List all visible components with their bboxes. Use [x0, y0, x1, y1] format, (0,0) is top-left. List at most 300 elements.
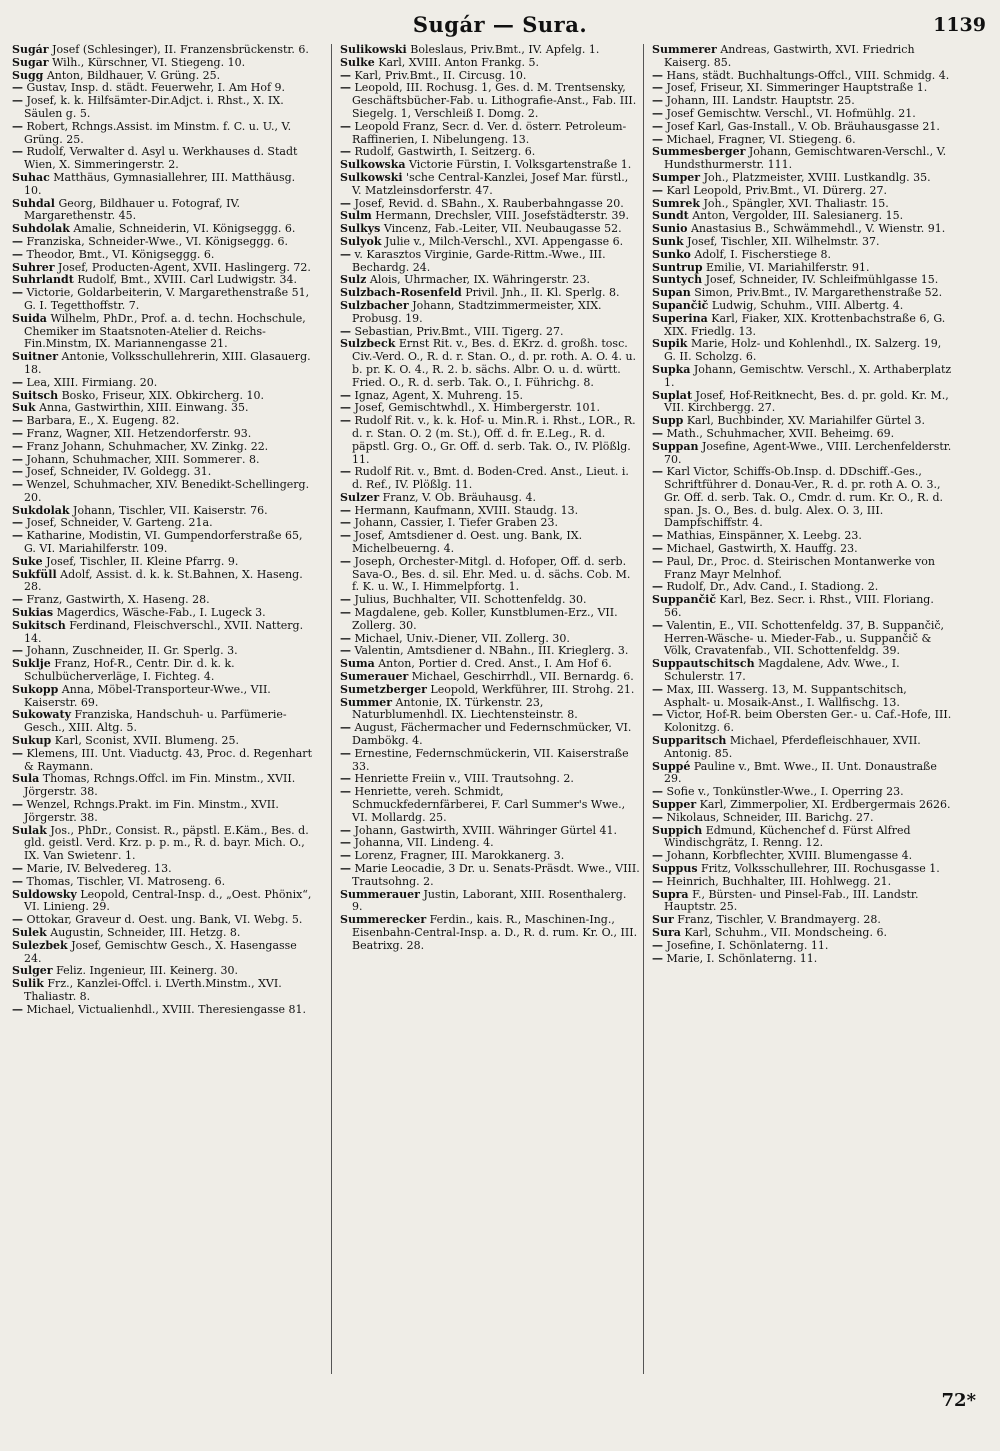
entry-name: Sumrek: [652, 196, 700, 210]
entry-text: Josef Gemischtw. Verschl., VI. Hofmühlg. 21.: [666, 106, 916, 120]
entry-text: Andreas, Gastwirth, XVI. Friedrich Kaiserg. 85.: [664, 44, 915, 69]
entry-text: Karl, Bez. Secr. i. Rhst., VIII. Floriang. 56.: [664, 593, 934, 620]
entry-text: Adolf, Assist. d. k. k. St.Bahnen, X. Haseng. 28.: [24, 567, 303, 594]
directory-entry: [652, 684, 952, 710]
entry-name: —: [12, 145, 23, 159]
entry-name: Summer: [340, 695, 393, 709]
entry-name: —: [340, 145, 351, 159]
entry-text: Wilhelm, PhDr., Prof. a. d. techn. Hochschule, Chemiker im Staatsnoten-Atelier d. Reichs-Fin.Minstm, IX. Mariannengasse 21.: [24, 311, 306, 351]
entry-name: —: [12, 516, 23, 530]
entry-text: Antonie, IX. Türkenstr. 23, Naturblumenhdl. IX. Liechtensteinstr. 8.: [352, 695, 578, 722]
entry-text: Anastasius B., Schwämmehdl., V. Wienstr. 91.: [690, 222, 946, 236]
entry-text: Josef, Gemischtw Gesch., X. Hasengasse 24.: [24, 938, 297, 965]
entry-text: Johann, Gemischtwaren-Verschl., V. Hundsthurmerstr. 111.: [664, 145, 947, 172]
entry-text: Marie Leocadie, 3 Dr. u. Senats-Präsdt. Wwe., VIII. Trautsohng. 2.: [352, 862, 640, 888]
entry-text: Johann, Zuschneider, II. Gr. Sperlg. 3.: [26, 644, 238, 658]
directory-entry: [652, 556, 952, 582]
entry-text: Karl Victor, Schiffs-Ob.Insp. d. DDschiff.-Ges., Schriftführer d. Donau-Ver., R. d. pr. roth A. O. 3., Gr. Off. d. serb. Tak. O., Cmdr. d. rum. Kr. O., R. d. span. Js. O., Bes. d. bulg. Alex. O. 3, III. Dampfschiffstr. 4.: [664, 465, 943, 530]
entry-text: Bosko, Friseur, XIX. Obkircherg. 10.: [61, 388, 264, 402]
directory-entry: [12, 684, 312, 710]
entry-text: Franz Johann, Schuhmacher, XV. Zinkg. 22.: [26, 439, 269, 453]
entry-name: Sulezbek: [12, 938, 68, 952]
entry-name: Sukias: [12, 606, 54, 620]
entry-text: Josef, Tischler, XII. Wilhelmstr. 37.: [687, 234, 880, 248]
entry-text: Sebastian, Priv.Bmt., VIII. Tigerg. 27.: [354, 324, 564, 338]
entry-name: —: [340, 593, 351, 607]
entry-name: —: [652, 106, 663, 120]
entry-name: Sulkys: [340, 222, 381, 236]
entry-name: —: [652, 849, 663, 863]
entry-text: Paul, Dr., Proc. d. Steirischen Montanwerke von Franz Mayr Melnhof.: [664, 554, 935, 581]
directory-entry: [652, 466, 952, 530]
entry-text: Josef, Gemischtwhdl., X. Himbergerstr. 101.: [354, 401, 601, 415]
directory-entry: [12, 620, 312, 646]
entry-text: Emilie, VI. Mariahilferstr. 91.: [706, 260, 870, 274]
directory-entry: [652, 620, 952, 658]
directory-entry: [652, 761, 952, 787]
entry-text: Ferdinand, Fleischverschl., XVII. Natterg. 14.: [24, 618, 304, 645]
entry-name: —: [340, 68, 351, 82]
entry-text: Johann, Schuhmacher, XIII. Sommerег. 8.: [26, 452, 260, 466]
entry-text: Leopold Franz, Secr. d. Ver. d. österr. Petroleum-Raffinerien, I. Nibelungeng. 13.: [352, 119, 627, 146]
entry-name: —: [652, 465, 663, 479]
entry-name: —: [12, 1002, 23, 1016]
entry-text: Johann, Tischler, VII. Kaiserstr. 76.: [73, 503, 268, 517]
entry-text: Magdalene, geb. Koller, Kunstblumen-Erz., VII. Zollerg. 30.: [352, 606, 618, 632]
entry-text: Karl, Buchbinder, XV. Mariahilfer Gürtel 3.: [686, 414, 926, 428]
entry-name: Sumetzberger: [340, 682, 427, 696]
entry-name: —: [340, 81, 351, 95]
entry-text: Matthäus, Gymnasiallehrer, III. Matthäusg. 10.: [24, 170, 296, 197]
entry-text: Justin, Laborant, XIII. Rosenthalerg. 9.: [352, 887, 627, 914]
directory-entry: [652, 44, 952, 70]
entry-name: —: [340, 529, 351, 543]
entry-text: August, Fächermacher und Federnschmücker, VI. Dambökg. 4.: [352, 721, 632, 748]
entry-text: Ottokar, Graveur d. Oest. ung. Bank, VI. Webg. 5.: [26, 913, 303, 927]
entry-text: Theodor, Bmt., VI. Königseggg. 6.: [26, 247, 215, 261]
entry-text: Robert, Rchngs.Assist. im Minstm. f. C. u. U., V. Grüng. 25.: [24, 119, 292, 146]
entry-name: Sunio: [652, 222, 688, 236]
directory-entry: [340, 415, 640, 466]
entry-name: —: [652, 554, 663, 568]
entry-name: Sukup: [12, 734, 52, 748]
entry-text: Karl, Schuhm., VII. Mondscheing. 6.: [684, 925, 887, 939]
entry-name: —: [340, 119, 351, 133]
entry-name: —: [340, 823, 351, 837]
directory-entry: [12, 658, 312, 684]
directory-entry: [340, 556, 640, 594]
entry-text: Anton, Vergolder, III. Salesianerg. 15.: [692, 209, 904, 223]
entry-name: Suitner: [12, 350, 58, 364]
entry-name: —: [12, 247, 23, 261]
entry-name: Sukowaty: [12, 708, 71, 722]
entry-text: Johann, Gemischtw. Verschl., X. Arthaberplatz 1.: [664, 362, 952, 389]
entry-text: Ignaz, Agent, X. Muhreng. 15.: [354, 388, 523, 402]
entry-text: Josef (Schlesinger), II. Franzensbrückenstr. 6.: [52, 44, 309, 56]
entry-text: Henriette Freiin v., VIII. Trautsohng. 2.: [354, 772, 574, 786]
entry-name: Sumerauer: [340, 670, 409, 684]
entry-name: Sulyok: [340, 234, 382, 248]
entry-text: Privil. Jnh., II. Kl. Sperlg. 8.: [465, 286, 620, 300]
directory-entry: [12, 530, 312, 556]
entry-text: Max, III. Wasserg. 13, M. Suppantschitsch, Asphalt- u. Mosaik-Anst., I. Wallfischg. 13.: [664, 682, 907, 709]
entry-name: Sumper: [652, 170, 701, 184]
entry-text: Math., Schuhmacher, XVII. Beheimg. 69.: [666, 426, 895, 440]
entry-text: Karl, Sconist, XVII. Blumeng. 25.: [54, 734, 239, 748]
entry-name: —: [340, 554, 351, 568]
entry-name: Suke: [12, 554, 43, 568]
entry-text: Josefine, I. Schönlaterng. 11.: [666, 938, 829, 952]
entry-name: Sulkowska: [340, 158, 406, 172]
entry-name: Sura: [652, 925, 681, 939]
directory-entry: [340, 249, 640, 275]
entry-text: Johanna, VII. Lindeng. 4.: [354, 836, 494, 850]
entry-name: —: [12, 439, 23, 453]
entry-text: Michael, Fragner, VI. Stiegeng. 6.: [666, 132, 856, 146]
entry-text: Julie v., Milch-Verschl., XVI. Appengasse 6.: [384, 234, 624, 248]
entry-text: v. Karasztos Virginie, Garde-Rittm.-Wwe., III. Bechardg. 24.: [352, 247, 606, 274]
entry-text: Feliz. Ingenieur, III. Keinerg. 30.: [56, 964, 239, 978]
entry-text: Edmund, Küchenchef d. Fürst Alfred Windischgrätz, I. Renng. 12.: [664, 823, 911, 850]
entry-text: Frz., Kanzlei-Offcl. i. LVerth.Minstm., XVI. Thaliastr. 8.: [24, 977, 282, 1003]
entry-name: —: [652, 68, 663, 82]
entry-name: —: [340, 862, 351, 875]
entry-text: Rudolf, Bmt., XVIII. Carl Ludwigstr. 34.: [77, 273, 298, 287]
entry-text: Thomas, Rchngs.Offcl. im Fin. Minstm., XVII. Jörgerstr. 38.: [24, 772, 296, 799]
entry-text: Simon, Priv.Bmt., IV. Margarethenstraße 52.: [694, 286, 943, 300]
directory-entry: [12, 146, 312, 172]
entry-text: Mathias, Einspänner, X. Leebg. 23.: [666, 529, 862, 543]
directory-entry: [652, 735, 952, 761]
entry-text: Johann, Cassier, I. Tiefer Graben 23.: [354, 516, 558, 530]
entry-name: —: [12, 426, 23, 440]
entry-name: —: [340, 324, 351, 338]
directory-entry: [340, 300, 640, 326]
entry-text: Anton, Portier d. Cred. Anst., I. Am Hof 6.: [378, 657, 612, 671]
entry-name: —: [652, 81, 663, 95]
entry-text: Franz, V. Ob. Bräuhausg. 4.: [382, 490, 536, 504]
entry-text: Karl, XVIII. Anton Frankg. 5.: [378, 55, 539, 69]
entry-text: Wenzel, Schuhmacher, XIV. Benedikt-Schellingerg. 20.: [24, 478, 310, 504]
entry-text: Rudolf, Dr., Adv. Cand., I. Stadiong. 2.: [666, 580, 879, 594]
entry-text: Josefine, Agent-Wwe., VIII. Lerchenfelderstr. 70.: [664, 439, 952, 466]
directory-entry: [652, 313, 952, 339]
entry-name: —: [652, 785, 663, 799]
entry-name: Suppus: [652, 862, 698, 875]
entry-text: Ernestine, Federnschmückerin, VII. Kaiserstraße 33.: [352, 746, 629, 773]
entry-name: Supka: [652, 362, 691, 376]
entry-name: —: [12, 862, 23, 875]
entry-text: Leopold, Werkführer, III. Strohg. 21.: [430, 682, 635, 696]
entry-text: Georg, Bildhauer u. Fotograf, IV. Margarethenstr. 45.: [24, 196, 240, 223]
entry-name: Supp: [652, 414, 684, 428]
entry-name: Sulz: [340, 273, 367, 287]
entry-name: Superina: [652, 311, 708, 325]
entry-name: —: [12, 746, 23, 760]
entry-name: Sunko: [652, 247, 691, 261]
entry-text: Joh., Spängler, XVI. Thaliastr. 15.: [703, 196, 889, 210]
entry-text: Katharine, Modistin, VI. Gumpendorferstraße 65, G. VI. Mariahilferstr. 109.: [24, 529, 303, 556]
entry-text: Josef, Schneider, IV. Goldegg. 31.: [26, 465, 212, 479]
directory-entry: [12, 95, 312, 121]
entry-text: Josef, Friseur, XI. Simmeringer Hauptstraße 1.: [666, 81, 928, 95]
entry-name: Suma: [340, 657, 375, 671]
entry-text: Wenzel, Rchngs.Prakt. im Fin. Minstm., XVII. Jörgerstr. 38.: [24, 798, 279, 824]
entry-text: Karl, Fiaker, XIX. Krottenbachstraße 6, G. XIX. Friedlg. 13.: [664, 311, 946, 338]
entry-text: Adolf, I. Fischerstiege 8.: [694, 247, 831, 261]
directory-entry: [652, 709, 952, 735]
entry-text: Amalie, Schneiderin, VI. Königseggg. 6.: [73, 222, 296, 236]
entry-text: Franz, Gastwirth, X. Haseng. 28.: [26, 593, 210, 607]
entry-name: Sur: [652, 913, 674, 927]
entry-name: Sulzbacher: [340, 298, 409, 312]
entry-text: Lorenz, Fragner, III. Marokkanerg. 3.: [354, 849, 565, 863]
entry-text: Karl, Priv.Bmt., II. Circusg. 10.: [354, 68, 527, 82]
entry-name: —: [652, 580, 663, 594]
directory-entry: [340, 466, 640, 492]
entry-name: Suklje: [12, 657, 51, 671]
entry-name: —: [652, 529, 663, 543]
entry-text: Fritz, Volksschullehrer, III. Rochusgasse 1.: [701, 862, 940, 875]
entry-text: Josef, Producten-Agent, XVII. Haslingerg. 72.: [58, 260, 311, 274]
entry-text: Michael, Gastwirth, X. Hauffg. 23.: [666, 542, 858, 556]
entry-text: Johann, Gastwirth, XVIII. Währinger Gürtel 41.: [354, 823, 617, 837]
directory-entry: [652, 658, 952, 684]
directory-entry: [652, 441, 952, 467]
directory-entry: [12, 709, 312, 735]
entry-name: Summerauer: [340, 887, 420, 901]
entry-name: Sulzbeck: [340, 337, 396, 351]
directory-entry: [652, 146, 952, 172]
directory-entry: [340, 748, 640, 774]
entry-name: —: [12, 913, 23, 927]
entry-name: Sula: [12, 772, 40, 786]
entry-text: Boleslaus, Priv.Bmt., IV. Apfelg. 1.: [410, 44, 600, 56]
page-number: 1139: [933, 14, 986, 36]
entry-name: Suntrup: [652, 260, 703, 274]
entry-text: Johann, III. Landstr. Hauptstr. 25.: [666, 94, 855, 108]
entry-text: Michael, Geschirrhdl., VII. Bernardg. 6.: [411, 670, 634, 684]
entry-name: Sundt: [652, 209, 689, 223]
entry-text: Heinrich, Buchhalter, III. Hohlwegg. 21.: [666, 874, 892, 888]
entry-name: —: [12, 593, 23, 607]
entry-name: —: [12, 286, 23, 300]
entry-name: Suppančič: [652, 593, 717, 607]
entry-name: —: [340, 503, 351, 517]
entry-text: Hermann, Kaufmann, XVIII. Staudg. 13.: [354, 503, 579, 517]
entry-name: Sukopp: [12, 682, 59, 696]
entry-name: Summesberger: [652, 145, 746, 159]
entry-text: Rudolf Rit. v., k. k. Hof- u. Min.R. i. Rhst., LOR., R. d. r. Stan. O. 2 (m. St.), Off. d. fr. E.Leg., R. d. päpstl. Grg. O., Gr. Off. d. serb. Tak. O., IV. Plößlg. 11.: [352, 414, 636, 466]
entry-name: Suppé: [652, 759, 691, 773]
entry-text: Ferdin., kais. R., Maschinen-Ing., Eisenbahn-Central-Insp. a. D., R. d. rum. Kr. O., III. Beatrixg. 28.: [352, 913, 638, 952]
directory-entry: [652, 825, 952, 851]
directory-entry: [340, 607, 640, 633]
directory-entry: [12, 313, 312, 351]
entry-name: —: [652, 183, 663, 197]
entry-name: —: [340, 401, 351, 415]
entry-text: Lea, XIII. Firmiang. 20.: [26, 375, 158, 389]
entry-text: 'sche Central-Kanzlei, Josef Mar. fürstl., V. Matzleinsdorferstr. 47.: [352, 170, 629, 197]
entry-name: Suida: [12, 311, 47, 325]
entry-name: Summerecker: [340, 913, 427, 927]
directory-entry: [12, 287, 312, 313]
entry-text: Hans, städt. Buchhaltungs-Offcl., VIII. Schmidg. 4.: [666, 68, 950, 82]
column-1: [12, 44, 312, 1384]
directory-entry: [12, 799, 312, 825]
entry-name: —: [12, 375, 23, 389]
entry-name: Sulek: [12, 925, 47, 939]
entry-text: Leopold, III. Rochusg. 1, Ges. d. M. Trentsensky, Geschäftsbücher-Fab. u. Lithografie-Anst., Fab. III. Siegelg. 1, Verschleiß I. Domg. 2.: [352, 81, 637, 120]
entry-text: Rudolf, Verwalter d. Asyl u. Werkhauses d. Stadt Wien, X. Simmeringerstr. 2.: [24, 145, 298, 172]
entry-text: Rudolf Rit. v., Bmt. d. Boden-Cred. Anst., Lieut. i. d. Ref., IV. Plößlg. 11.: [352, 465, 629, 492]
entry-text: Hermann, Drechsler, VIII. Josefstädterstr. 39.: [375, 209, 630, 223]
entry-name: Supan: [652, 286, 691, 300]
entry-name: Suk: [12, 401, 36, 415]
entry-text: Ludwig, Schuhm., VIII. Albertg. 4.: [711, 298, 904, 312]
entry-text: Ernst Rit. v., Bes. d. EKrz. d. großh. tosc. Civ.-Verd. O., R. d. r. Stan. O., d. pr. roth. A. O. 4. u. b. pr. K. O. 4., R. 2. b. sächs. Albr. O. u. d. württ. Fried. O., R. d. serb. Tak. O., I. Führichg. 8.: [352, 337, 637, 389]
directory-entry: [652, 338, 952, 364]
entry-name: —: [340, 746, 351, 760]
column-2: [340, 44, 640, 1384]
entry-text: Antonie, Volksschullehrerin, XIII. Glasauerg. 18.: [24, 350, 311, 376]
directory-entry: [340, 697, 640, 723]
entry-text: Michael, Univ.-Diener, VII. Zollerg. 30.: [354, 631, 570, 645]
entry-name: —: [12, 234, 23, 248]
running-head: Sugár — Sura.: [412, 12, 588, 37]
directory-entry: [340, 889, 640, 915]
directory-entry: [12, 351, 312, 377]
entry-text: Pauline v., Bmt. Wwe., II. Unt. Donaustraße 29.: [664, 759, 937, 786]
entry-text: Marie, Holz- und Kohlenhdl., IX. Salzerg. 19, G. II. Scholzg. 6.: [664, 337, 942, 364]
entry-name: —: [340, 516, 351, 530]
entry-text: Josef, Schneider, IV. Schleifmühlgasse 15.: [705, 273, 939, 287]
entry-text: Barbara, E., X. Eugeng. 82.: [26, 414, 180, 428]
entry-name: —: [12, 465, 23, 479]
directory-entry: [652, 364, 952, 390]
entry-name: —: [340, 606, 351, 620]
entry-text: Alois, Uhrmacher, IX. Währingerstr. 23.: [369, 273, 590, 287]
entry-text: Josef, Revid. d. SBahn., X. Rauberbahngasse 20.: [354, 196, 624, 210]
entry-name: Sulikowski: [340, 44, 407, 56]
entry-text: Julius, Buchhalter, VII. Schottenfeldg. 30.: [354, 593, 587, 607]
entry-text: Anna, Möbel-Transporteur-Wwe., VII. Kaiserstr. 69.: [24, 682, 271, 709]
directory-entry: [12, 825, 312, 863]
directory-entry: [12, 1004, 312, 1017]
entry-name: Suitsch: [12, 388, 59, 402]
entry-name: Suppautschitsch: [652, 657, 755, 671]
entry-text: Marie, I. Schönlaterng. 11.: [666, 951, 818, 965]
entry-name: Summerer: [652, 44, 717, 56]
entry-text: Josef, Amtsdiener d. Oest. ung. Bank, IX. Michelbeuerng. 4.: [352, 529, 583, 556]
page-header: [0, 10, 1000, 44]
entry-name: —: [12, 81, 23, 95]
entry-name: —: [12, 452, 23, 466]
entry-name: —: [340, 631, 351, 645]
entry-name: Suppich: [652, 823, 703, 837]
entry-name: Supra: [652, 887, 689, 901]
entry-text: Michael, Victualienhdl., XVIII. Theresiengasse 81.: [26, 1002, 307, 1016]
entry-name: Sulger: [12, 964, 53, 978]
directory-entry: [12, 940, 312, 966]
entry-text: Leopold, Central-Insp. d., „Oest. Phönix“, VI. Linieng. 29.: [24, 887, 312, 914]
entry-name: —: [652, 132, 663, 146]
entry-name: Sulak: [12, 823, 47, 837]
entry-text: Josef Karl, Gas-Install., V. Ob. Bräuhausgasse 21.: [666, 119, 940, 133]
entry-name: —: [12, 529, 23, 543]
entry-name: —: [340, 721, 351, 735]
entry-name: Suplat: [652, 388, 693, 402]
directory-entry: [12, 889, 312, 915]
directory-entry: [12, 479, 312, 505]
entry-text: Joseph, Orchester-Mitgl. d. Hofoper, Off. d. serb. Sava-O., Bes. d. sil. Ehr. Med. u. d. sächs. Cob. M. f. K. u. W., I. Himmelpfortg. 1.: [352, 554, 631, 594]
directory-entry: [12, 121, 312, 147]
entry-name: Suldowsky: [12, 887, 77, 901]
entry-name: Sulke: [340, 55, 375, 69]
entry-name: —: [340, 836, 351, 850]
entry-name: —: [12, 414, 23, 428]
entry-name: —: [340, 414, 351, 428]
signature-mark: 72*: [941, 1390, 976, 1411]
entry-name: Sugar: [12, 55, 49, 69]
directory-entry: [340, 338, 640, 389]
entry-name: Supik: [652, 337, 688, 351]
entry-text: Gustav, Insp. d. städt. Feuerwehr, I. Am Hof 9.: [26, 81, 286, 95]
entry-text: Augustin, Schneider, III. Hetzg. 8.: [50, 925, 241, 939]
entry-name: —: [340, 388, 351, 402]
entry-name: —: [652, 874, 663, 888]
entry-name: Sugár: [12, 44, 49, 56]
directory-entry: [340, 530, 640, 556]
entry-text: F., Bürsten- und Pinsel-Fab., III. Landstr. Hauptstr. 25.: [664, 887, 919, 914]
entry-name: —: [12, 644, 23, 658]
entry-name: —: [340, 247, 351, 261]
entry-text: Josef, Hof-Reitknecht, Bes. d. pr. gold. Kr. M., VII. Kirchbergg. 27.: [664, 388, 949, 415]
directory-entry: [340, 121, 640, 147]
entry-name: Sukfüll: [12, 567, 57, 581]
entry-text: Michael, Pferdefleischhauer, XVII. Antonig. 85.: [664, 734, 921, 760]
entry-name: —: [340, 785, 351, 799]
entry-name: Suhac: [12, 170, 50, 184]
entry-name: —: [652, 542, 663, 556]
entry-text: Franz, Tischler, V. Brandmayerg. 28.: [677, 913, 881, 927]
entry-name: —: [12, 798, 23, 812]
entry-text: Vincenz, Fab.-Leiter, VII. Neubaugasse 52.: [383, 222, 622, 236]
entry-text: Magdalene, Adv. Wwe., I. Schulerstr. 17.: [664, 657, 900, 684]
directory-entry: [652, 594, 952, 620]
directory-entry: [12, 748, 312, 774]
entry-text: Nikolaus, Schneider, III. Barichg. 27.: [666, 810, 874, 824]
entry-name: Suntych: [652, 273, 703, 287]
entry-name: —: [652, 951, 663, 965]
entry-text: Franziska, Schneider-Wwe., VI. Königseggg. 6.: [26, 234, 288, 248]
directory-entry: [340, 722, 640, 748]
entry-name: —: [12, 478, 23, 492]
entry-name: —: [652, 94, 663, 108]
entry-text: Josef, k. k. Hilfsämter-Dir.Adjct. i. Rhst., X. IX. Säulen g. 5.: [24, 94, 284, 120]
entry-name: —: [652, 938, 663, 952]
entry-name: Sukdolak: [12, 503, 70, 517]
directory-entry: [12, 978, 312, 1004]
entry-text: Marie, IV. Belvedereg. 13.: [26, 862, 172, 875]
directory-entry: [652, 953, 952, 966]
entry-text: Thomas, Tischler, VI. Matrosеng. 6.: [26, 874, 226, 888]
directory-entry: [340, 786, 640, 824]
entry-text: Victorie, Goldarbeiterin, V. Margarethenstraße 51, G. I. Tegetthoffstr. 7.: [24, 286, 310, 312]
entry-name: —: [12, 94, 23, 108]
entry-name: Sunk: [652, 234, 684, 248]
entry-text: Johann, Korbflechter, XVIII. Blumengasse 4.: [666, 849, 913, 863]
